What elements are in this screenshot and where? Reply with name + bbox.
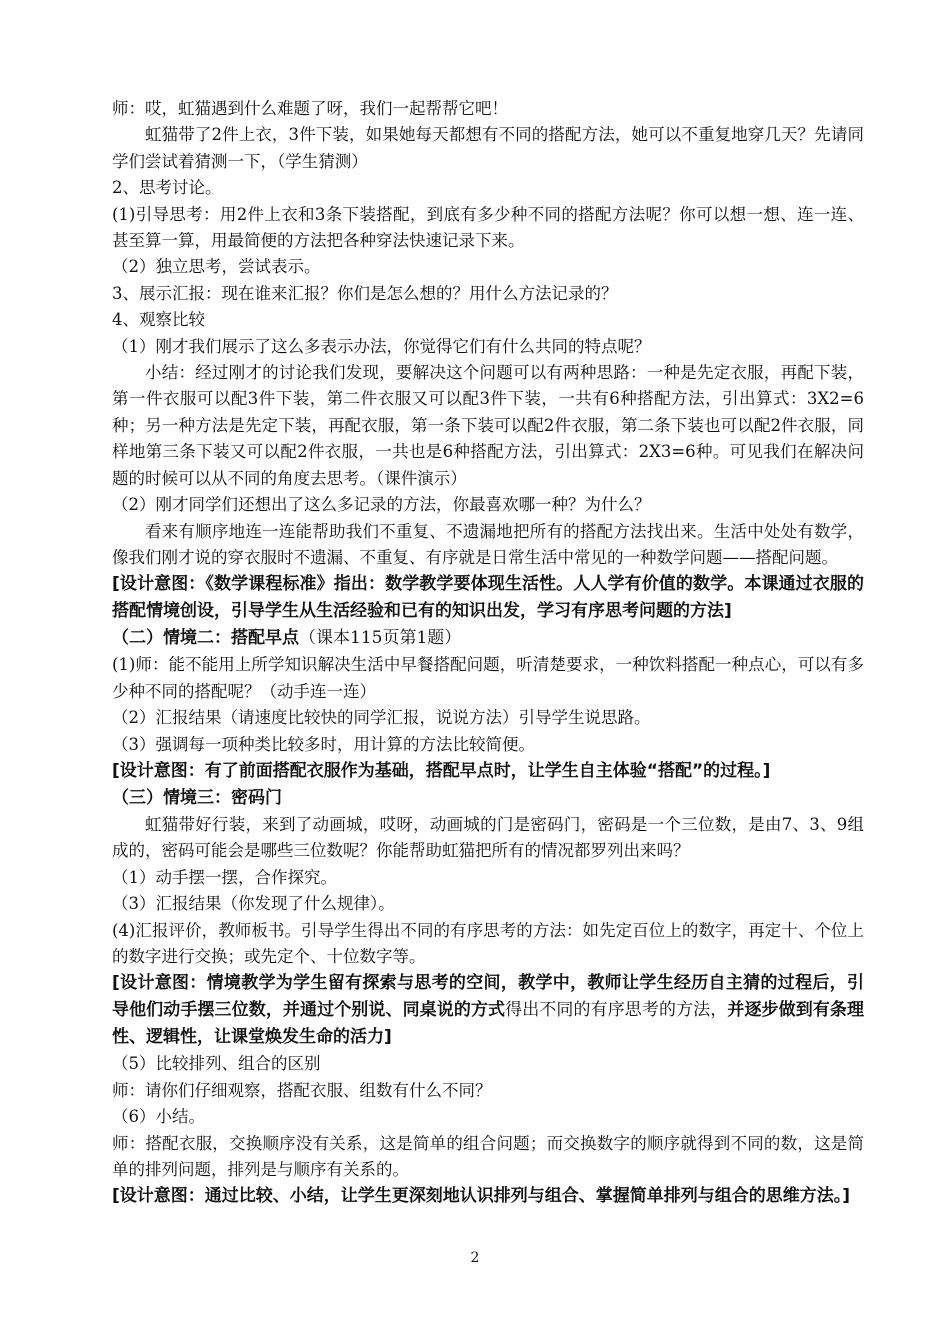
conclusion-paragraph: 看来有顺序地连一连能帮助我们不重复、不遗漏地把所有的搭配方法找出来。生活中处处有数学，像我们刚才说的穿衣服时不遗漏、不重复、有序就是日常生活中常见的一种数学问题——搭配问题。: [112, 521, 864, 567]
section-3-item-1: （1）动手摆一摆，合作探究。: [112, 867, 337, 887]
design-intent-3-part-1: [设计意图：情境教学为学生留有探索与思考的空间，教学中，教师让学生经历自主猜的过程后，引导他们动手摆三位数，并通过个别说、同桌说的方式: [112, 973, 864, 1021]
section-2-item-2: （2）汇报结果（请速度比较快的同学汇报，说说方法）引导学生说思路。: [112, 708, 651, 728]
section-2-reference: （课本115页第1题）: [299, 628, 462, 649]
design-intent-1: [设计意图：《数学课程标准》指出：数学教学要体现生活性。人人学有价值的数学。本课通过衣服的搭配情境创设，引导学生从生活经验和已有的知识出发，学习有序思考问题的方法]: [112, 574, 864, 622]
section-3-item-3: （3）汇报结果（你发现了什么规律）。: [112, 894, 395, 914]
section-3-scenario: 虹猫带好行装，来到了动画城，哎呀，动画城的门是密码门，密码是一个三位数，是由7、3、9组成的，密码可能会是哪些三位数呢？你能帮助虹猫把所有的情况都罗列出来吗？: [112, 814, 864, 861]
teacher-line-summary: 师：搭配衣服，交换顺序没有关系，这是简单的组合问题；而交换数字的顺序就得到不同的数，这是简单的排列问题，排列是与顺序有关系的。: [112, 1133, 864, 1179]
section-3-heading: （三）情境三：密码门: [112, 787, 282, 808]
section-3-item-5: （5）比较排列、组合的区别: [112, 1054, 321, 1074]
teacher-line-observe: 师：请你们仔细观察，搭配衣服、组数有什么不同？: [112, 1080, 492, 1100]
section-2-title: （二）情境二：搭配早点: [112, 628, 299, 649]
step-2-item-2: （2）独立思考，尝试表示。: [112, 257, 321, 277]
section-2-item-3: （3）强调每一项种类比较多时，用计算的方法比较简便。: [112, 734, 535, 754]
step-4-item-2: （2）刚才同学们还想出了这么多记录的方法，你最喜欢哪一种？为什么？: [112, 495, 651, 515]
step-3-heading: 3、展示汇报：现在谁来汇报？你们是怎么想的？用什么方法记录的？: [112, 283, 618, 303]
summary-paragraph: 小结：经过刚才的讨论我们发现，要解决这个问题可以有两种思路：一种是先定衣服，再配下装，第一件衣服可以配3件下装，第二件衣服又可以配3件下装，一共有6种搭配方法，引出算式：3X2=6种；另一种方法是先定下装，再配衣服，第一条下装可以配2件衣服，第二条下装也可以配2件衣服，同样地第三条下装又可以配2件衣服，一共也是6种搭配方法，引出算式：2X3=6种。可见我们在解决问题的时候可以从不同的角度去思考。（课件演示）: [112, 363, 864, 488]
teacher-line-1: 师：哎，虹猫遇到什么难题了呀，我们一起帮帮它吧！: [112, 99, 508, 118]
section-2-item-1: (1)师：能不能用上所学知识解决生活中早餐搭配问题，听清楚要求，一种饮料搭配一种点心，可以有多少种不同的搭配呢？（动手连一连）: [112, 655, 864, 701]
step-4-item-1: （1）刚才我们展示了这么多表示办法，你觉得它们有什么共同的特点呢？: [112, 336, 651, 356]
design-intent-3: [112, 970, 864, 1051]
step-2-heading: 2、思考讨论。: [112, 178, 222, 198]
design-intent-3-part-3: 并逐步做到有条理性、逻辑性，让课堂焕发生命的活力]: [112, 1000, 865, 1048]
design-intent-3-part-2: 得出不同的有序思考的方法，: [505, 1000, 728, 1021]
step-2-item-1: (1)引导思考：用2件上衣和3条下装搭配，到底有多少种不同的搭配方法呢？你可以想一想、连一连、甚至算一算，用最简便的方法把各种穿法快速记录下来。: [112, 204, 864, 251]
document-body: [112, 96, 864, 1210]
section-3-item-6: （6）小结。: [112, 1107, 205, 1127]
section-3-item-4: (4)汇报评价，教师板书。引导学生得出不同的有序思考的方法：如先定百位上的数字，再定十、个位上的数字进行交换；或先定个、十位数字等。: [112, 920, 864, 966]
section-2-heading: [112, 625, 864, 652]
scenario-question: 虹猫带了2件上衣，3件下装，如果她每天都想有不同的搭配方法，她可以不重复地穿几天？先请同学们尝试着猜测一下，（学生猜测）: [112, 125, 864, 171]
step-4-heading: 4、观察比较: [112, 310, 205, 330]
design-intent-2: [设计意图：有了前面搭配衣服作为基础，搭配早点时，让学生自主体验“搭配”的过程。]: [112, 760, 771, 781]
design-intent-4: [设计意图：通过比较、小结，让学生更深刻地认识排列与组合、掌握简单排列与组合的思维方法。]: [112, 1186, 851, 1207]
page-number: 2: [470, 1250, 480, 1266]
